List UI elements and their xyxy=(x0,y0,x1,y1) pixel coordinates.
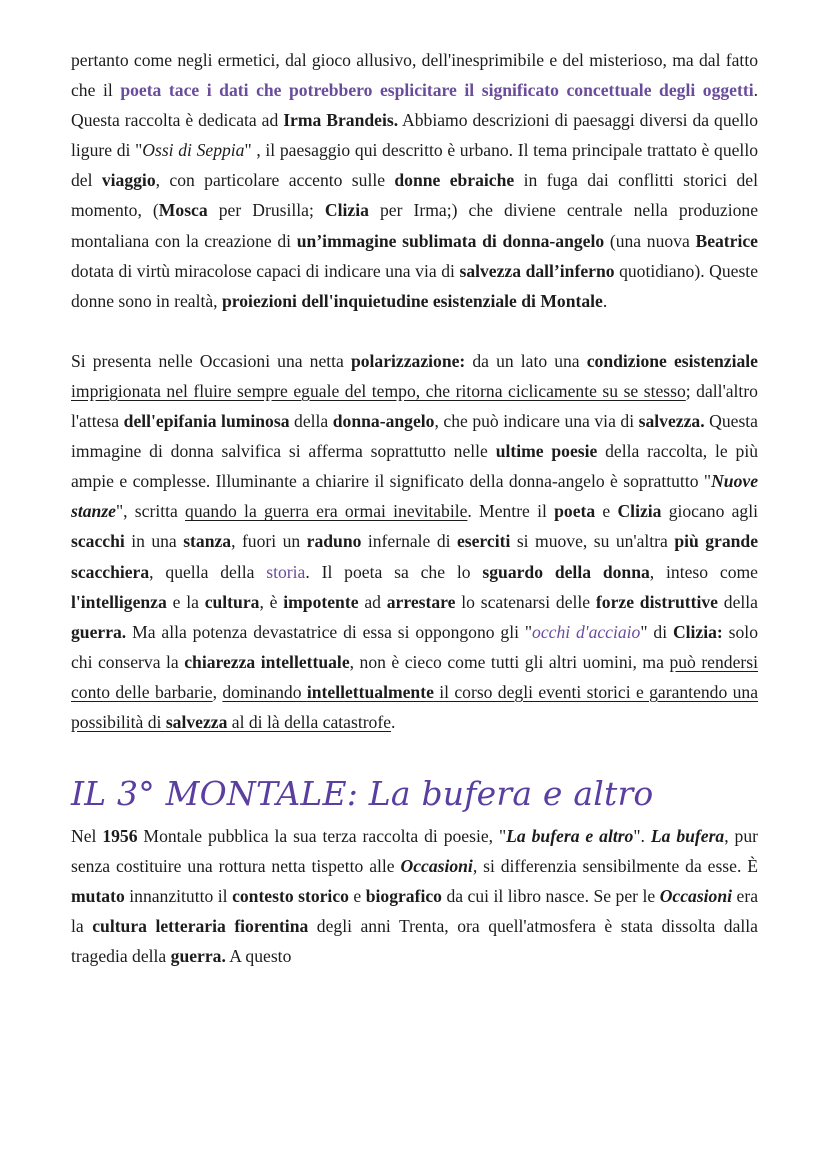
text-run: quotidiano). Queste donne sono in realtà, xyxy=(71,260,759,311)
bold-raduno: raduno xyxy=(306,531,362,552)
bold-intelligenza: l'intelligenza xyxy=(71,591,167,612)
text-run: Si presenta nelle Occasioni una netta xyxy=(71,350,351,371)
text-run: da cui il libro nasce. Se per le xyxy=(441,886,660,907)
bold-chiarezza: chiarezza intellettuale xyxy=(184,651,350,672)
text-run: A questo xyxy=(225,946,292,967)
text-run: Abbiamo descrizioni di paesaggi diversi da quello ligure di " xyxy=(71,110,758,161)
text-run: infernale di xyxy=(361,531,457,552)
bold-guerra: guerra. xyxy=(170,946,226,967)
bold-italic-occasioni: Occasioni xyxy=(400,856,473,877)
bold-italic-bufera-altro: La bufera e altro xyxy=(506,826,634,847)
bold-clizia: Clizia: xyxy=(672,621,723,642)
bold-beatrice: Beatrice xyxy=(695,230,758,251)
bold-mutato: mutato xyxy=(71,886,125,907)
text-run: della xyxy=(289,411,333,432)
text-run: , inteso come xyxy=(649,561,758,582)
text-run: da un lato una xyxy=(465,350,587,371)
paragraph-bufera xyxy=(71,821,758,971)
underline-guerra-inevitabile: quando la guerra era ormai inevitabile xyxy=(185,501,468,522)
text-run: per Drusilla; xyxy=(207,200,325,221)
text-run: e la xyxy=(166,591,205,612)
bold-mosca: Mosca xyxy=(158,200,208,221)
text-run: Montale pubblica la sua terza raccolta di poesie, " xyxy=(137,826,507,847)
bold-donna-angelo: un’immagine sublimata di donna-angelo xyxy=(296,230,605,251)
bold-guerra: guerra. xyxy=(71,621,127,642)
text-run: al di là della catastrofe xyxy=(227,711,392,732)
text-run: ", scritta xyxy=(115,501,186,522)
text-run: e xyxy=(348,886,366,907)
italic-occhi-acciaio: occhi d'acciaio xyxy=(532,621,641,642)
bold-clizia: Clizia xyxy=(324,200,369,221)
bold-poeta: poeta xyxy=(554,501,596,522)
bold-italic-occasioni: Occasioni xyxy=(659,886,733,907)
bold-scacchiera: più grande scacchiera xyxy=(71,531,759,582)
text-run: solo chi conserva la xyxy=(71,621,758,672)
text-run: . xyxy=(391,711,396,732)
bold-italic-bufera: La bufera xyxy=(650,826,725,847)
text-run: e xyxy=(595,501,618,522)
text-run: degli anni Trenta, ora quell'atmosfera è stata dissolta dalla tragedia della xyxy=(71,916,758,967)
underline-tempo: imprigionata nel fluire sempre eguale del tempo, che ritorna ciclicamente su se stesso xyxy=(71,380,686,401)
text-run: pertanto come negli ermetici, dal gioco allusivo, dell'inesprimibile e del misterioso, ma dal fatto che il xyxy=(71,50,758,101)
bold-salvezza: salvezza xyxy=(165,711,228,732)
text-run: , quella della xyxy=(149,561,267,582)
text-run: ". xyxy=(633,826,651,847)
text-run: dotata di virtù miracolose capaci di indicare una via di xyxy=(71,260,460,281)
bold-cultura-fiorentina: cultura letteraria fiorentina xyxy=(92,916,309,937)
bold-salvezza: salvezza. xyxy=(638,411,705,432)
bold-irma-brandeis: Irma Brandeis. xyxy=(283,110,399,131)
text-run: , si differenzia sensibilmente da esse. È xyxy=(472,856,759,877)
text-run: , è xyxy=(259,591,284,612)
italic-ossi-di-seppia: Ossi di Seppia xyxy=(142,140,245,161)
text-run: era la xyxy=(71,886,758,937)
text-run: giocano agli xyxy=(661,501,759,522)
bold-contesto-storico: contesto storico xyxy=(232,886,349,907)
bold-arrestare: arrestare xyxy=(386,591,456,612)
text-run: ad xyxy=(358,591,387,612)
bold-1956: 1956 xyxy=(102,826,138,847)
bold-cultura: cultura xyxy=(204,591,260,612)
text-run: , che può indicare una via di xyxy=(434,411,639,432)
text-run: , pur senza costituire una rottura netta tispetto alle xyxy=(71,826,758,877)
bold-viaggio: viaggio xyxy=(101,170,156,191)
bold-italic-nuove-stanze: Nuove stanze xyxy=(71,471,758,522)
text-run: , con particolare accento sulle xyxy=(155,170,395,191)
bold-clizia: Clizia xyxy=(617,501,662,522)
text-run: , non è cieco come tutti gli altri uomini, ma xyxy=(349,651,670,672)
text-run: si muove, su un'altra xyxy=(510,531,675,552)
text-run: . Questa raccolta è dedicata ad xyxy=(71,80,758,131)
bold-epifania: dell'epifania luminosa xyxy=(123,411,290,432)
text-run: della xyxy=(718,591,758,612)
bold-salvezza-inferno: salvezza dall’inferno xyxy=(459,260,615,281)
paragraph-occasioni-intro xyxy=(71,45,758,316)
text-run: " di xyxy=(640,621,673,642)
bold-scacchi: scacchi xyxy=(71,531,125,552)
highlight-concettuale: poeta tace i dati che potrebbero esplicitare il significato concettuale degli oggetti xyxy=(120,80,754,101)
text-run: (una nuova xyxy=(604,230,696,251)
underline-barbarie: può rendersi conto delle barbarie xyxy=(71,651,758,702)
purple-storia: storia xyxy=(266,561,306,582)
bold-condizione-esistenziale: condizione esistenziale xyxy=(586,350,758,371)
text-run: . Mentre il xyxy=(467,501,555,522)
text-run: dominando xyxy=(222,681,307,702)
bold-forze-distruttive: forze distruttive xyxy=(595,591,718,612)
text-run: innanzitutto il xyxy=(124,886,233,907)
text-run: " , il paesaggio qui descritto è urbano. Il tema principale trattato è quello del xyxy=(71,140,759,191)
text-run: in fuga dai conflitti storici del momento, ( xyxy=(71,170,758,221)
text-run: per Irma;) che diviene centrale nella produzione montaliana con la creazione di xyxy=(71,200,759,251)
text-run: . Il poeta sa che lo xyxy=(305,561,483,582)
text-run: , fuori un xyxy=(231,531,307,552)
bold-biografico: biografico xyxy=(365,886,442,907)
bold-intellettualmente: intellettualmente xyxy=(306,681,434,702)
text-run: , xyxy=(212,681,223,702)
bold-donne-ebraiche: donne ebraiche xyxy=(394,170,515,191)
bold-donna-angelo: donna-angelo xyxy=(332,411,435,432)
bold-impotente: impotente xyxy=(283,591,359,612)
bold-sguardo: sguardo della donna xyxy=(482,561,650,582)
text-run: . xyxy=(602,290,608,311)
text-run: Ma alla potenza devastatrice di essa si oppongono gli " xyxy=(126,621,533,642)
text-run: in una xyxy=(124,531,184,552)
text-run: il corso degli eventi storici e garantendo una possibilità di xyxy=(71,681,759,732)
bold-eserciti: eserciti xyxy=(456,531,511,552)
text-run: della raccolta, le più ampie e complesse. Illuminante a chiarire il significato della donna-angelo è soprattutto " xyxy=(71,441,759,492)
bold-ultime-poesie: ultime poesie xyxy=(495,441,598,462)
text-run: Questa immagine di donna salvifica si afferma soprattutto nelle xyxy=(71,411,758,462)
bold-stanza: stanza xyxy=(183,531,232,552)
section-heading: IL 3° MONTALE: La bufera e altro xyxy=(71,774,654,814)
text-run: ; dall'altro l'attesa xyxy=(71,380,758,432)
paragraph-polarizzazione xyxy=(71,346,758,737)
bold-polarizzazione: polarizzazione: xyxy=(350,350,466,371)
bold-proiezioni: proiezioni dell'inquietudine esistenziale di Montale xyxy=(221,290,603,311)
text-run: Nel xyxy=(71,826,103,847)
text-run: lo scatenarsi delle xyxy=(455,591,596,612)
